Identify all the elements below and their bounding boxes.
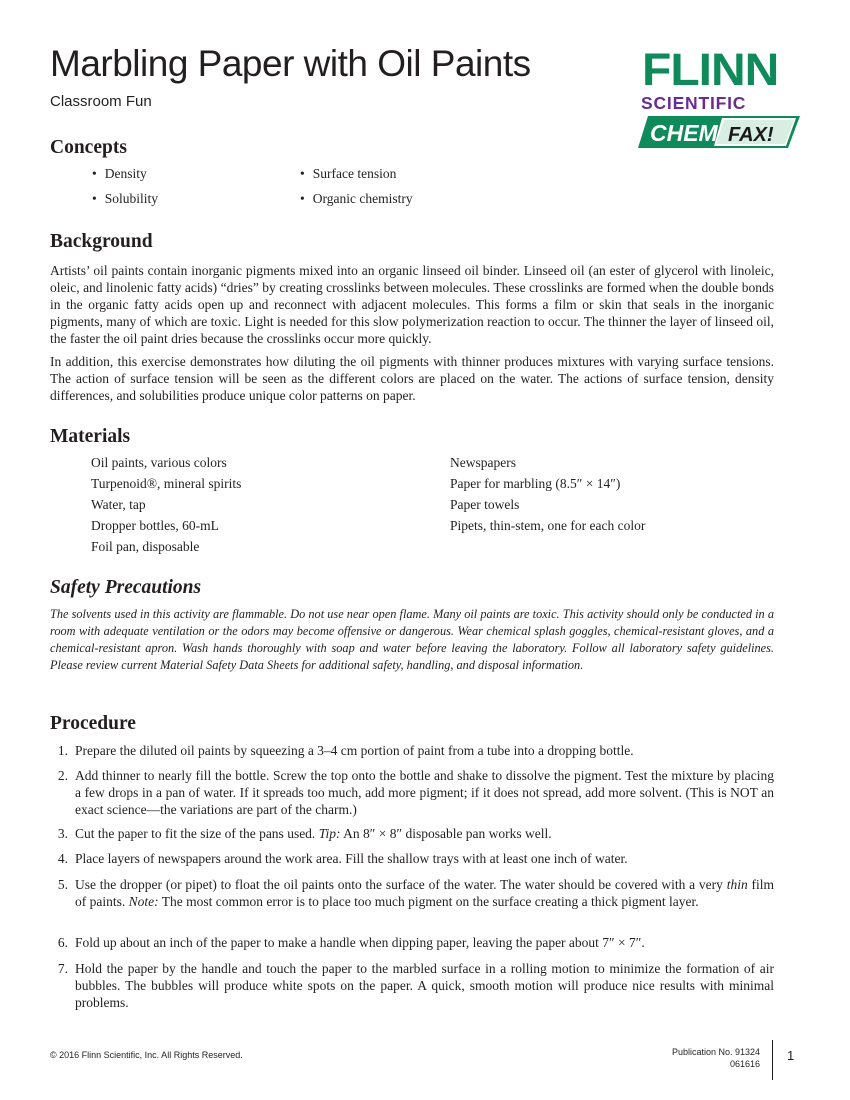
flinn-scientific-logo [636, 45, 804, 154]
step-text: Prepare the diluted oil paints by squeezing a 3–4 cm portion of paint from a tube into a dropping bottle. [75, 743, 634, 758]
publication-number: Publication No. 91324 [671, 1047, 760, 1057]
step-text: Fold up about an inch of the paper to make a handle when dipping paper, leaving the paper about 7″ × 7″. [75, 935, 645, 950]
footer-copyright: © 2016 Flinn Scientific, Inc. All Rights Reserved. [50, 1050, 243, 1060]
page-subtitle: Classroom Fun [50, 93, 152, 110]
step-number: 2. [57, 768, 68, 783]
concept-item: • Solubility [92, 191, 158, 207]
concept-item: • Density [92, 166, 147, 182]
procedure-step [52, 767, 774, 818]
publication-code: 061616 [729, 1059, 760, 1069]
procedure-step [52, 876, 774, 910]
procedure-step [52, 742, 774, 759]
procedure-heading: Procedure [50, 713, 136, 734]
material-item: Pipets, thin-stem, one for each color [450, 518, 646, 533]
step-number: 6. [57, 935, 68, 950]
background-heading: Background [50, 231, 153, 252]
material-item: Oil paints, various colors [91, 455, 227, 470]
background-paragraph: In addition, this exercise demonstrates how diluting the oil pigments with thinner produces mixtures with varying surface tensions. The action of surface tension will be seen as the different colors are placed on the water. The actions of surface tension, density differences, and solubilities produce unique color patterns on paper. [50, 354, 774, 403]
footer-divider [772, 1040, 773, 1080]
material-item: Foil pan, disposable [91, 539, 200, 554]
step-number: 4. [57, 851, 68, 866]
procedure-step [52, 960, 774, 1011]
material-item: Newspapers [450, 455, 516, 470]
fax-text: FAX! [728, 124, 774, 146]
concepts-heading: Concepts [50, 137, 127, 158]
material-item: Turpenoid®, mineral spirits [91, 476, 242, 491]
step-text: Place layers of newspapers around the work area. Fill the shallow trays with at least one inch of water. [75, 851, 628, 866]
step-number: 3. [57, 826, 68, 841]
chem-text: CHEM [650, 120, 718, 146]
logo-scientific-text: SCIENTIFIC [641, 93, 747, 113]
procedure-step [52, 825, 774, 842]
chem-fax-badge [638, 114, 800, 150]
material-item: Paper for marbling (8.5″ × 14″) [450, 476, 621, 491]
page-number: 1 [787, 1048, 795, 1063]
step-text: Add thinner to nearly fill the bottle. Screw the top onto the bottle and shake to dissolve the pigment. Test the mixture by placing a few drops in a pan of water. If it spreads too much, add more pigment; if it does not spread, add more solvent. (This is NOT an exact science—the variations are part of the charm.) [75, 768, 774, 817]
step-text: Cut the paper to fit the size of the pans used. Tip: An 8″ × 8″ disposable pan works well. [75, 826, 552, 841]
step-text: Use the dropper (or pipet) to float the oil paints onto the surface of the water. The water should be covered with a very thin film of paints. Note: The most common error is to place too much pigment on the surface creating a thick pigment layer. [75, 877, 774, 909]
logo-flinn-text: FLINN [642, 45, 779, 96]
material-item: Paper towels [450, 497, 520, 512]
material-item: Water, tap [91, 497, 146, 512]
safety-heading: Safety Precautions [50, 577, 202, 598]
background-paragraph: Artists’ oil paints contain inorganic pigments mixed into an organic linseed oil binder. Linseed oil (an ester of glycerol with linoleic, oleic, and linolenic fatty acids) “dries” by creating crosslinks between molecules. These crosslinks are formed when the double bonds in the organic fatty acids open up and reconnect with adjacent molecules. This forms a film or skin that seals in the inorganic pigments, many of which are toxic. Light is needed for this slow polymerization reaction to occur. The thinner the layer of linseed oil, the faster the oil paint dries because the crosslinks occur more quickly. [50, 263, 774, 346]
step-number: 7. [57, 961, 68, 976]
step-number: 5. [57, 877, 68, 892]
page-title: Marbling Paper with Oil Paints [50, 43, 531, 84]
safety-text: The solvents used in this activity are flammable. Do not use near open flame. Many oil paints are toxic. This activity should only be conducted in a room with adequate ventilation or the odors may become offensive or dangerous. Wear chemical splash goggles, chemical-resistant gloves, and a chemical-resistant apron. Wash hands thoroughly with soap and water before leaving the laboratory. Follow all laboratory safety guidelines. Please review current Material Safety Data Sheets for additional safety, handling, and disposal information. [50, 607, 774, 672]
concept-item: • Surface tension [300, 166, 396, 182]
material-item: Dropper bottles, 60-mL [91, 518, 219, 533]
step-number: 1. [57, 743, 68, 758]
materials-heading: Materials [50, 426, 131, 447]
procedure-step [52, 934, 774, 951]
procedure-step [52, 850, 774, 867]
concept-item: • Organic chemistry [300, 191, 413, 207]
step-text: Hold the paper by the handle and touch the paper to the marbled surface in a rolling motion to minimize the formation of air bubbles. The bubbles will produce white spots on the paper. A quick, smooth motion will produce nice results with minimal problems. [75, 961, 774, 1010]
footer-publication [560, 1046, 760, 1070]
